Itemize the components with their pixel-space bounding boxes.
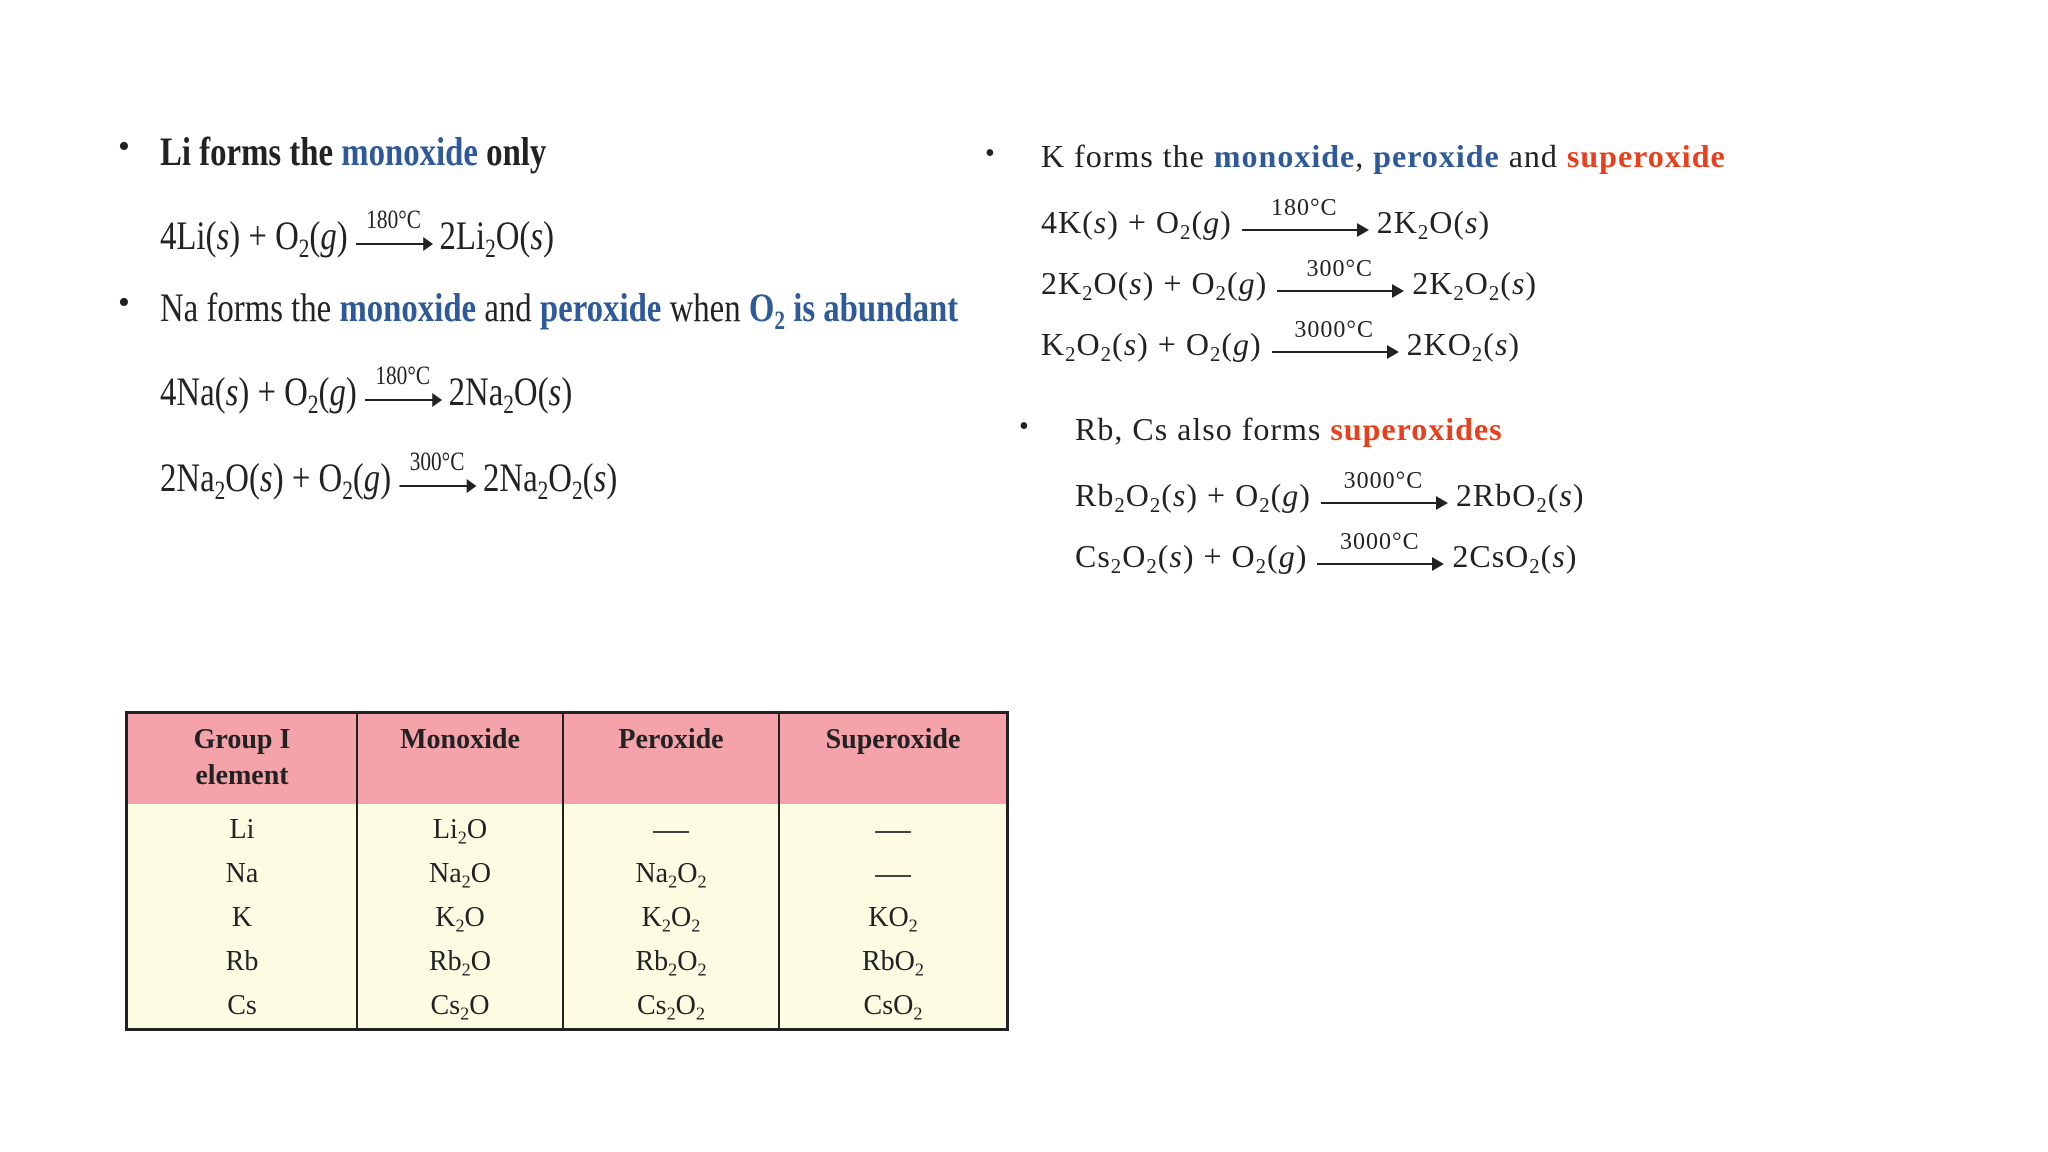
rb-equation: $Rb_2O_2(s) + O_2(g)$ 3000°C 2RbO$_2$(s) xyxy=(1075,467,1585,518)
superoxide-cell: CsO$_2$ xyxy=(779,984,1008,1030)
k-bullet xyxy=(985,138,2025,198)
reaction-arrow-icon: 3000°C xyxy=(1321,498,1446,500)
na-bullet xyxy=(118,284,998,346)
na-equation-2: $2Na_2O(s) + O_2(g)$ 300°C $2Na_2O_2(s)$ xyxy=(160,446,618,505)
k-equation-2: $2K_2O(s) + O_2(g)$ 300°C $2K_2O_2(s)$ xyxy=(1041,255,1538,306)
k-heading: K forms the monoxide, peroxide and superoxide xyxy=(1041,138,1726,174)
reaction-arrow-icon: 180°C xyxy=(365,395,440,397)
superoxide-cell: $KO_2$ xyxy=(779,896,1008,940)
na-heading: Na forms the monoxide and peroxide when $O_2$ is abundant xyxy=(160,285,959,335)
reaction-arrow-icon: 300°C xyxy=(1277,286,1402,288)
rbcs-block xyxy=(1019,411,2048,593)
superoxide-cell: RbO$_2$ xyxy=(779,940,1008,984)
dash-mark xyxy=(875,831,911,833)
header-superoxide: Superoxide xyxy=(779,713,1008,805)
rbcs-heading: Rb, Cs also forms superoxides xyxy=(1075,411,1503,447)
cs-equation: $Cs_2O_2(s) + O_2(g)$ 3000°C 2CsO$_2$(s) xyxy=(1075,528,1578,579)
reaction-arrow-icon: 180°C xyxy=(356,239,431,241)
table-body xyxy=(127,804,1008,1030)
superoxide-cell xyxy=(779,852,1008,896)
bullet-dot: • xyxy=(118,284,130,321)
dash-mark xyxy=(653,831,689,833)
left-column xyxy=(118,128,998,518)
reaction-arrow-icon: 180°C xyxy=(1242,225,1367,227)
table-row xyxy=(127,804,1008,852)
bullet-dot: • xyxy=(118,128,130,165)
element-cell: Na xyxy=(127,852,358,896)
na-equation-1: $4Na(s) + O_2(g)$ 180°C $2Na_2O(s)$ xyxy=(160,360,573,419)
li-bullet xyxy=(118,128,998,190)
table-header-row xyxy=(127,713,1008,805)
header-group-element: Group I element xyxy=(127,713,358,805)
monoxide-cell: $Cs_2O$ xyxy=(357,984,563,1030)
li-heading: Li forms the monoxide only xyxy=(160,129,547,174)
peroxide-cell: $Rb_2O_2$ xyxy=(563,940,779,984)
superoxide-cell xyxy=(779,804,1008,852)
table-row xyxy=(127,852,1008,896)
bullet-dot: • xyxy=(985,138,996,169)
k-equation-3: $K_2O_2(s) + O_2(g)$ 3000°C $2KO_2(s)$ xyxy=(1041,316,1521,367)
oxide-table xyxy=(125,711,1009,1031)
monoxide-cell: $Rb_2O$ xyxy=(357,940,563,984)
li-equation: $4Li(s) + O_2(g)$ 180°C $2Li_2O(s)$ xyxy=(160,204,555,263)
bullet-dot: • xyxy=(1019,411,1030,442)
table-row xyxy=(127,940,1008,984)
monoxide-cell: $Li_2O$ xyxy=(357,804,563,852)
reaction-arrow-icon: 3000°C xyxy=(1317,559,1442,561)
monoxide-cell: $K_2O$ xyxy=(357,896,563,940)
monoxide-cell: $Na_2O$ xyxy=(357,852,563,896)
k-equation-1: $4K(s) + O_2(g)$ 180°C $2K_2O(s)$ xyxy=(1041,194,1491,245)
peroxide-cell: $K_2O_2$ xyxy=(563,896,779,940)
element-cell: Li xyxy=(127,804,358,852)
peroxide-cell: $Cs_2O_2$ xyxy=(563,984,779,1030)
peroxide-cell: $Na_2O_2$ xyxy=(563,852,779,896)
reaction-arrow-icon: 3000°C xyxy=(1272,347,1397,349)
table-row xyxy=(127,984,1008,1030)
dash-mark xyxy=(875,875,911,877)
table-row xyxy=(127,896,1008,940)
element-cell: Cs xyxy=(127,984,358,1030)
rbcs-bullet xyxy=(1019,411,2048,471)
header-peroxide: Peroxide xyxy=(563,713,779,805)
peroxide-cell xyxy=(563,804,779,852)
reaction-arrow-icon: 300°C xyxy=(399,481,474,483)
header-monoxide: Monoxide xyxy=(357,713,563,805)
right-column xyxy=(985,138,2025,593)
element-cell: Rb xyxy=(127,940,358,984)
element-cell: K xyxy=(127,896,358,940)
